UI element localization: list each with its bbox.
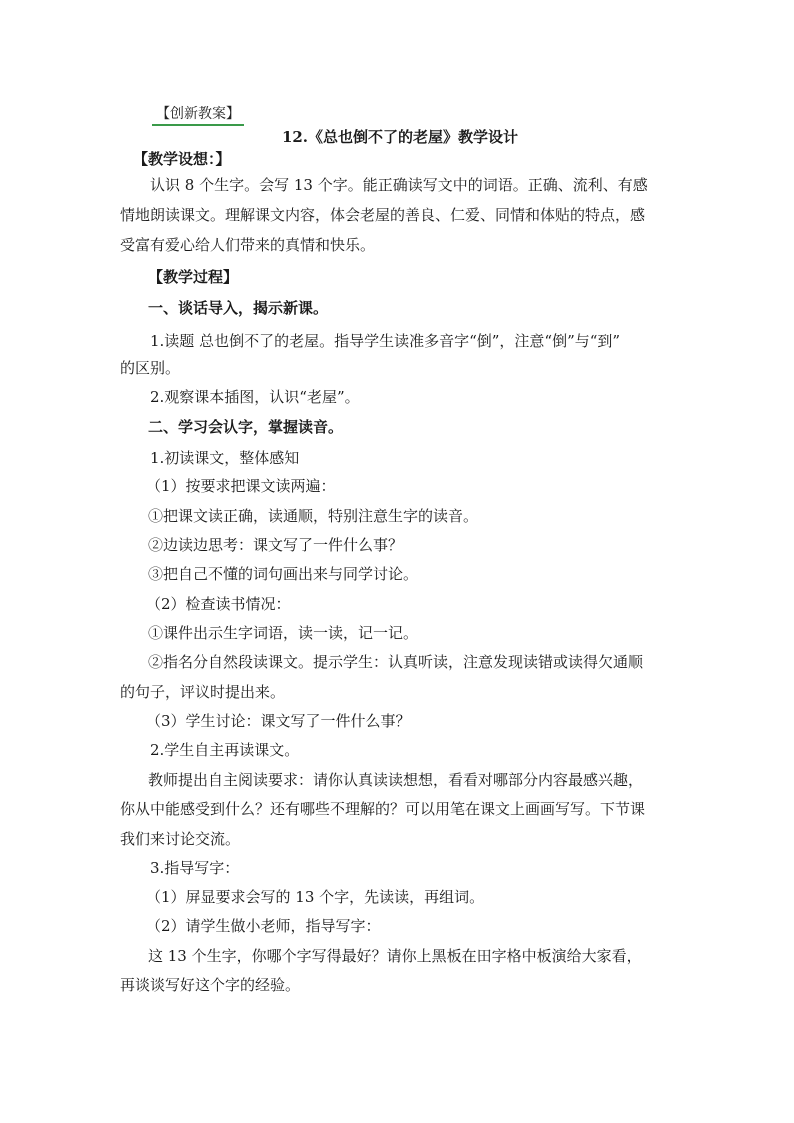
paragraph-line: 2.观察课本插图，认识“老屋”。 (150, 388, 360, 406)
paragraph-line: ③把自己不懂的词句画出来与同学讨论。 (148, 565, 419, 583)
paragraph-line: ②边读边思考：课文写了一件什么事？ (148, 536, 404, 554)
paragraph-line: （2）请学生做小老师，指导写字： (146, 917, 381, 935)
paragraph-line: 认识 8 个生字。会写 13 个字。能正确读写文中的词语。正确、流利、有感 (150, 176, 648, 194)
paragraph-line: 教师提出自主阅读要求：请你认真读读想想，看看对哪部分内容最感兴趣， (148, 771, 644, 789)
document-title: 12.《总也倒不了的老屋》教学设计 (281, 128, 519, 146)
paragraph-line: 我们来讨论交流。 (120, 830, 241, 848)
paragraph-line: 受富有爱心给人们带来的真情和快乐。 (120, 236, 376, 254)
section-heading: 二、学习会认字，掌握读音。 (148, 418, 344, 436)
paragraph-line: ①课件出示生字词语，读一读，记一记。 (148, 624, 419, 642)
paragraph-line: 1.读题 总也倒不了的老屋。指导学生读准多音字“倒”，注意“倒”与“到” (150, 332, 621, 350)
paragraph-line: ①把课文读正确，读通顺，特别注意生字的读音。 (148, 507, 479, 525)
paragraph-line: 这 13 个生字，你哪个字写得最好？请你上黑板在田字格中板演给大家看， (148, 947, 642, 965)
paragraph-line: 1.初读课文，整体感知 (150, 449, 300, 467)
paragraph-line: （1）屏显要求会写的 13 个字，先读读，再组词。 (146, 888, 485, 906)
paragraph-line: 的句子，评议时提出来。 (120, 683, 286, 701)
section-heading: 【教学设想：】 (133, 150, 231, 168)
section-heading: 一、谈话导入，揭示新课。 (148, 299, 329, 317)
section-heading: 【教学过程】 (148, 268, 239, 286)
paragraph-line: 的区别。 (120, 359, 181, 377)
paragraph-line: 情地朗读课文。理解课文内容，体会老屋的善良、仁爱、同情和体贴的特点，感 (120, 206, 646, 224)
paragraph-line: 再谈谈写好这个字的经验。 (120, 976, 301, 994)
innovation-plan-tag: 【创新教案】 (152, 104, 244, 126)
paragraph-line: 2.学生自主再读课文。 (150, 741, 300, 759)
paragraph-line: ②指名分自然段读课文。提示学生：认真听读，注意发现读错或读得欠通顺 (148, 653, 644, 671)
paragraph-line: （1）按要求把课文读两遍： (146, 477, 336, 495)
paragraph-line: （2）检查读书情况： (146, 595, 291, 613)
paragraph-line: （3）学生讨论：课文写了一件什么事？ (146, 712, 411, 730)
paragraph-line: 你从中能感受到什么？还有哪些不理解的？可以用笔在课文上画画写写。下节课 (120, 800, 646, 818)
paragraph-line: 3.指导写字： (150, 859, 240, 877)
